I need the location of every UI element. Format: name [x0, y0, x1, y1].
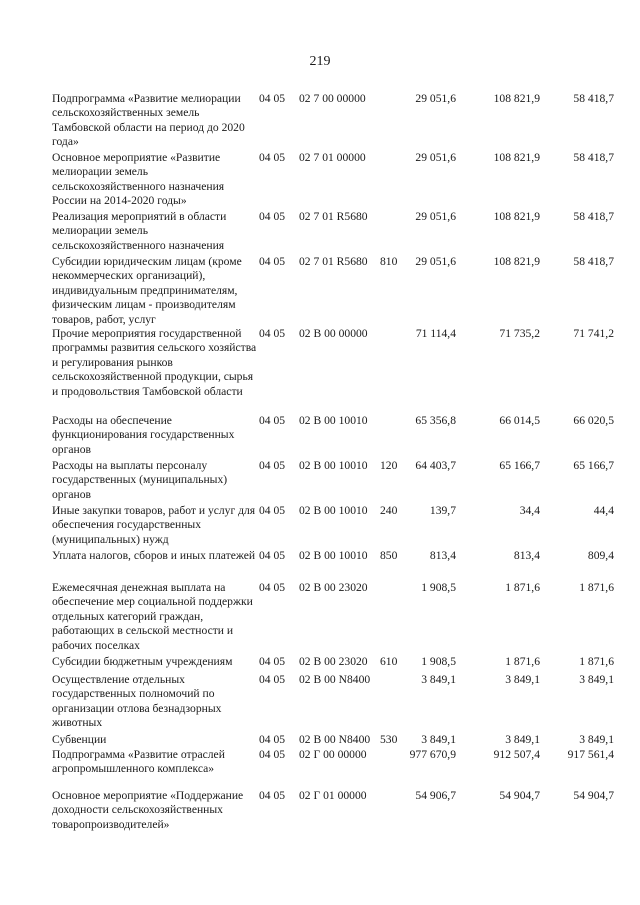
- row-code: 02 В 00 23020: [299, 655, 368, 668]
- row-name: Основное мероприятие «Развитие мелиорации земель сельскохозяйственного назначения России на 2014-2020 годы»: [52, 151, 225, 208]
- row-section: 04 05: [259, 581, 286, 594]
- row-value-2: 108 821,9: [493, 210, 540, 223]
- row-expense-type: 530: [380, 733, 398, 746]
- row-expense-type: 610: [380, 655, 398, 668]
- row-name: Субсидии юридическим лицам (кроме некоммерческих организаций), индивидуальным предпринимателям, физическим лицам - производителям товаров, работ, услуг: [52, 255, 242, 326]
- row-name: Расходы на выплаты персоналу государственных (муниципальных) органов: [52, 459, 228, 501]
- row-section: 04 05: [259, 549, 286, 562]
- row-code: 02 7 00 00000: [299, 92, 366, 105]
- row-value-1: 1 908,5: [421, 581, 456, 594]
- row-section: 04 05: [259, 655, 286, 668]
- row-section: 04 05: [259, 748, 286, 761]
- row-value-3: 58 418,7: [573, 255, 614, 268]
- row-name: Основное мероприятие «Поддержание доходности сельскохозяйственных товаропроизводителей»: [52, 789, 244, 831]
- row-value-1: 71 114,4: [415, 327, 456, 340]
- row-name: Прочие мероприятия государственной программы развития сельского хозяйства и регулирования рынков сельскохозяйственной продукции, сырья и продовольствия Тамбовской области: [52, 327, 257, 398]
- row-name: Иные закупки товаров, работ и услуг для обеспечения государственных (муниципальных) нужд: [52, 504, 256, 546]
- row-expense-type: 240: [380, 504, 398, 517]
- row-value-3: 58 418,7: [573, 151, 614, 164]
- row-value-3: 66 020,5: [573, 414, 614, 427]
- row-expense-type: 120: [380, 459, 398, 472]
- row-value-1: 3 849,1: [421, 673, 456, 686]
- row-section: 04 05: [259, 255, 286, 268]
- row-name: Расходы на обеспечение функционирования государственных органов: [52, 414, 235, 456]
- row-section: 04 05: [259, 673, 286, 686]
- row-value-1: 3 849,1: [421, 733, 456, 746]
- row-value-2: 1 871,6: [505, 655, 540, 668]
- row-value-2: 3 849,1: [505, 733, 540, 746]
- row-section: 04 05: [259, 789, 286, 802]
- row-section: 04 05: [259, 414, 286, 427]
- row-value-1: 977 670,9: [409, 748, 456, 761]
- row-section: 04 05: [259, 733, 286, 746]
- row-section: 04 05: [259, 327, 286, 340]
- row-value-3: 3 849,1: [579, 733, 614, 746]
- row-value-3: 809,4: [587, 549, 614, 562]
- row-code: 02 В 00 00000: [299, 327, 368, 340]
- row-name: Подпрограмма «Развитие мелиорации сельскохозяйственных земель Тамбовской области на период до 2020 года»: [52, 92, 245, 149]
- row-section: 04 05: [259, 92, 286, 105]
- row-value-3: 54 904,7: [573, 789, 614, 802]
- row-name: Осуществление отдельных государственных полномочий по организации отлова безнадзорных животных: [52, 673, 222, 730]
- row-value-3: 3 849,1: [579, 673, 614, 686]
- row-value-3: 1 871,6: [579, 581, 614, 594]
- row-code: 02 7 01 R5680: [299, 210, 368, 223]
- row-value-3: 71 741,2: [573, 327, 614, 340]
- row-section: 04 05: [259, 210, 286, 223]
- row-code: 02 В 00 10010: [299, 459, 368, 472]
- row-value-1: 65 356,8: [415, 414, 456, 427]
- row-code: 02 В 00 10010: [299, 504, 368, 517]
- row-name: Субвенции: [52, 733, 107, 746]
- row-value-1: 54 906,7: [415, 789, 456, 802]
- row-value-2: 108 821,9: [493, 151, 540, 164]
- row-code: 02 Г 01 00000: [299, 789, 367, 802]
- row-value-3: 65 166,7: [573, 459, 614, 472]
- row-section: 04 05: [259, 459, 286, 472]
- row-value-2: 3 849,1: [505, 673, 540, 686]
- row-name: Реализация мероприятий в области мелиорации земель сельскохозяйственного назначения: [52, 210, 227, 252]
- row-code: 02 В 00 23020: [299, 581, 368, 594]
- row-value-3: 917 561,4: [567, 748, 614, 761]
- row-value-1: 29 051,6: [415, 210, 456, 223]
- row-value-3: 44,4: [593, 504, 614, 517]
- row-value-1: 29 051,6: [415, 151, 456, 164]
- row-value-2: 66 014,5: [499, 414, 540, 427]
- row-code: 02 В 00 N8400: [299, 733, 371, 746]
- row-name: Подпрограмма «Развитие отраслей агропромышленного комплекса»: [52, 748, 225, 776]
- row-value-2: 108 821,9: [493, 92, 540, 105]
- row-code: 02 7 01 00000: [299, 151, 366, 164]
- row-value-1: 29 051,6: [415, 92, 456, 105]
- row-value-1: 64 403,7: [415, 459, 456, 472]
- row-value-2: 54 904,7: [499, 789, 540, 802]
- row-section: 04 05: [259, 504, 286, 517]
- row-value-2: 912 507,4: [493, 748, 540, 761]
- row-code: 02 Г 00 00000: [299, 748, 367, 761]
- row-value-2: 108 821,9: [493, 255, 540, 268]
- row-value-1: 139,7: [429, 504, 456, 517]
- row-value-2: 71 735,2: [499, 327, 540, 340]
- row-value-2: 65 166,7: [499, 459, 540, 472]
- row-section: 04 05: [259, 151, 286, 164]
- row-code: 02 В 00 N8400: [299, 673, 371, 686]
- row-code: 02 В 00 10010: [299, 549, 368, 562]
- row-value-1: 813,4: [429, 549, 456, 562]
- row-name: Субсидии бюджетным учреждениям: [52, 655, 233, 668]
- row-code: 02 В 00 10010: [299, 414, 368, 427]
- row-value-1: 29 051,6: [415, 255, 456, 268]
- row-value-1: 1 908,5: [421, 655, 456, 668]
- row-value-2: 1 871,6: [505, 581, 540, 594]
- row-expense-type: 850: [380, 549, 398, 562]
- row-code: 02 7 01 R5680: [299, 255, 368, 268]
- row-value-3: 58 418,7: [573, 210, 614, 223]
- row-value-2: 34,4: [519, 504, 540, 517]
- row-name: Уплата налогов, сборов и иных платежей: [52, 549, 256, 562]
- row-value-3: 1 871,6: [579, 655, 614, 668]
- row-value-3: 58 418,7: [573, 92, 614, 105]
- row-expense-type: 810: [380, 255, 398, 268]
- page-number: 219: [309, 54, 331, 69]
- row-name: Ежемесячная денежная выплата на обеспечение мер социальной поддержки отдельных категорий граждан, работающих в сельской местности и рабочих поселках: [52, 581, 253, 652]
- row-value-2: 813,4: [513, 549, 540, 562]
